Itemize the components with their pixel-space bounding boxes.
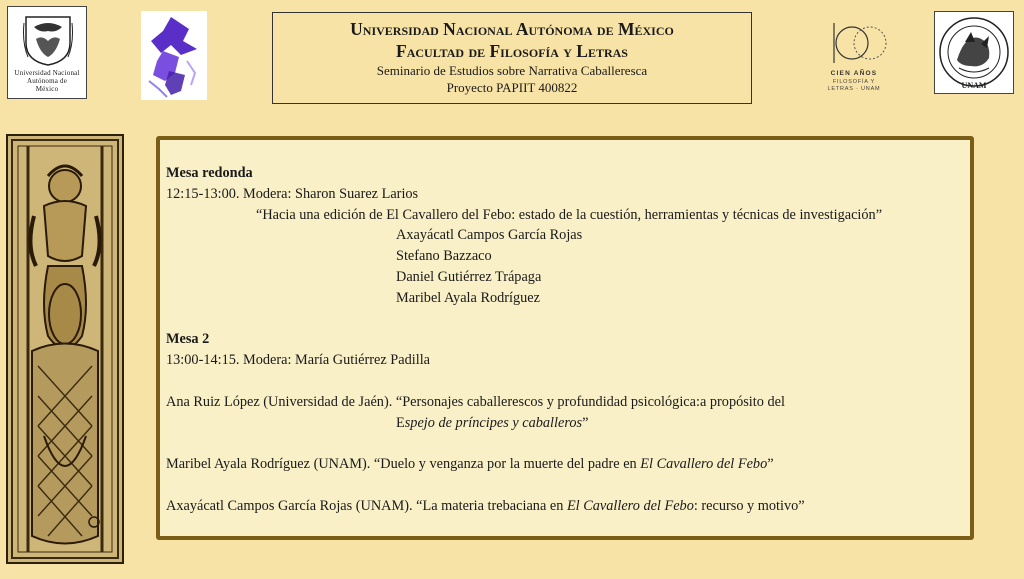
mesa2-time: 13:00-14:15. Modera: María Gutiérrez Padilla xyxy=(166,352,431,369)
talk1-line1: Ana Ruiz López (Universidad de Jaén). “Personajes caballerescos y profundidad psicológica:a propósito del xyxy=(166,393,785,410)
talk2-prefix: Maribel Ayala Rodríguez (UNAM). “Duelo y venganza por la muerte del padre en xyxy=(166,456,641,473)
woodcut-illustration xyxy=(6,134,124,564)
mesa2-title: Mesa 2 xyxy=(166,331,210,348)
unam-caption-line3: México xyxy=(35,85,59,93)
talk3-italic-title: El Cavallero del Febo xyxy=(566,497,694,514)
roundtable-title: Mesa redonda xyxy=(166,165,253,181)
talk3-suffix: : recurso y motivo” xyxy=(693,497,805,514)
cien-anos-logo xyxy=(814,17,894,97)
talk2 xyxy=(166,454,970,475)
program-panel xyxy=(156,136,974,540)
cien-anos-title: CIEN AÑOS xyxy=(830,70,878,77)
talk1-suffix: ” xyxy=(582,414,589,431)
seminar-unam-tag: UNAM xyxy=(961,81,987,90)
header-box xyxy=(272,12,752,104)
talk3-prefix: Axayácatl Campos García Rojas (UNAM). “La materia trebaciana en xyxy=(166,497,567,514)
university-name: Universidad Nacional Autónoma de México xyxy=(350,19,674,39)
talk2-suffix: ” xyxy=(767,456,774,473)
caryatid-figure-icon xyxy=(8,136,122,562)
unam-caption-line2: Autónoma de xyxy=(26,77,68,85)
purple-figure-logo xyxy=(141,11,207,100)
roundtable-talk-title: “Hacia una edición de El Cavallero del Febo: estado de la cuestión, herramientas y técnicas de investigación” xyxy=(256,206,883,223)
unam-caption-line1: Universidad Nacional xyxy=(14,69,80,77)
talk2-italic-title: El Cavallero del Febo xyxy=(640,456,768,473)
cien-anos-icon xyxy=(814,17,894,69)
talk1-prefix: E xyxy=(396,414,405,431)
faculty-name: Facultad de Filosofía y Letras xyxy=(396,41,628,61)
speaker-item: Maribel Ayala Rodríguez xyxy=(396,289,540,306)
purple-figure-icon xyxy=(141,11,207,100)
unam-logo xyxy=(7,6,87,99)
talk3 xyxy=(166,496,970,517)
cien-anos-sub2: LETRAS · UNAM xyxy=(827,86,881,92)
cien-anos-sub1: FILOSOFÍA Y xyxy=(832,79,876,85)
speaker-item: Daniel Gutiérrez Trápaga xyxy=(396,268,542,285)
unam-crest-icon xyxy=(22,13,74,67)
talk1-line2 xyxy=(166,413,970,434)
speaker-item: Axayácatl Campos García Rojas xyxy=(396,227,583,244)
speaker-item: Stefano Bazzaco xyxy=(396,248,492,265)
project-code: Proyecto PAPIIT 400822 xyxy=(446,80,578,95)
roundtable-time: 12:15-13:00. Modera: Sharon Suarez Larios xyxy=(166,185,419,202)
seminar-name: Seminario de Estudios sobre Narrativa Caballeresca xyxy=(376,63,648,78)
talk1-italic-title: spejo de príncipes y caballeros xyxy=(404,414,583,431)
seminar-seal-logo xyxy=(934,11,1014,94)
